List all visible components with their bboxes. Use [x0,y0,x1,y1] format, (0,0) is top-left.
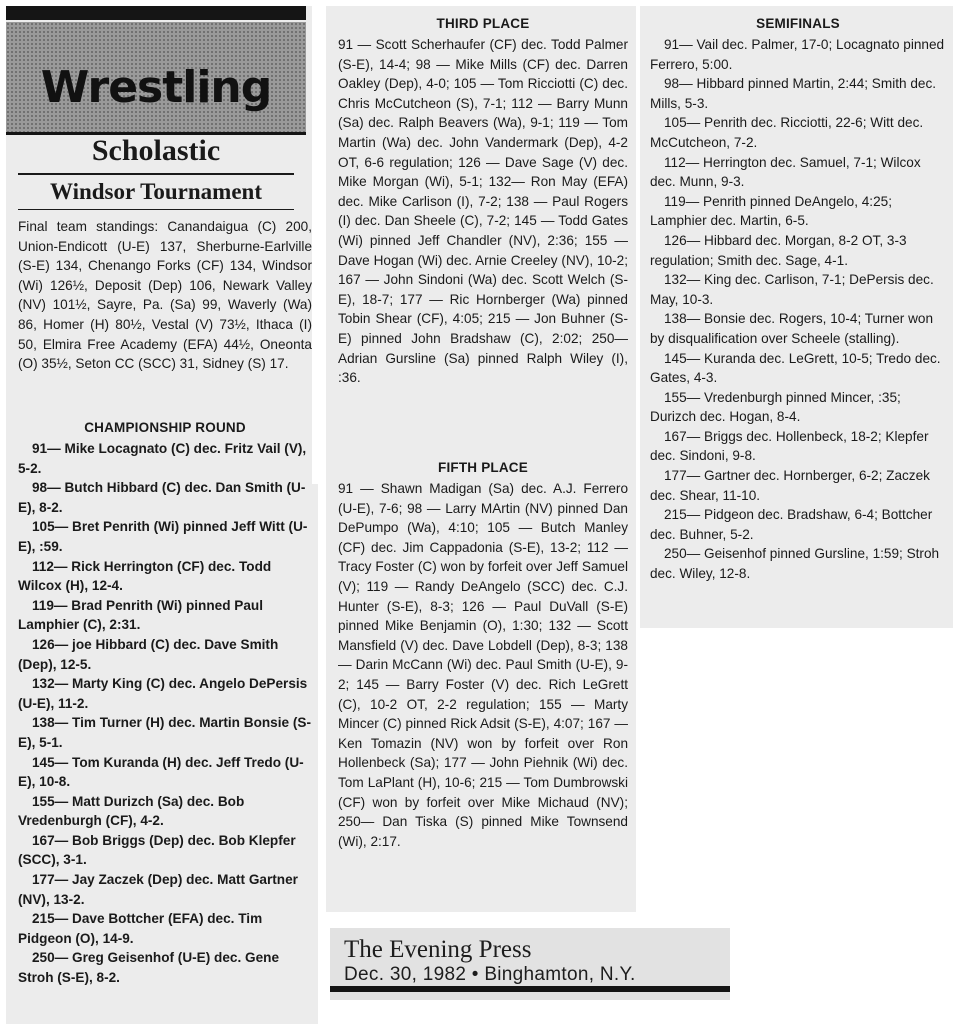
column-right [640,6,953,628]
third-place-text: 91 — Scott Scherhaufer (CF) dec. Todd Palmer (S-E), 14-4; 98 — Mike Mills (CF) dec. Darren Oakley (Dep), 4-0; 105 — Tom Ricciotti (C) dec. Chris McCutcheon (S), 7-1; 112 — Barry Munn (Sa) dec. Ralph Beavers (Wa), 9-1; 119 — Tom Martin (Wa) dec. John Vandermark (Dep), 4-2 OT, 6-6 regulation; 126 — Dave Sage (V) dec. Mike Morgan (Wi), 5-1; 132— Ron May (EFA) dec. Mike Carlison (I), 7-2; 138 — Paul Rogers (I) dec. Dan Sheele (C), 7-2; 145 — Todd Gates (Wi) pinned Jeff Chandler (NV), 2:36; 155 — Dave Hogan (Wi) dec. Arnie Creeley (NV), 10-2; 167 — John Sindoni (Wa) dec. Scott Welch (S-E), 18-7; 177 — Ric Hornberger (Wa) pinned Tobin Shear (CF), 4:05; 215 — Jon Buhner (S-E) pinned John Bradshaw (C), 2:02; 250— Adrian Gursline (Sa) pinned Ralph Wiley (I), :36. [338,37,628,386]
result-entry: 215— Dave Bottcher (EFA) dec. Tim Pidgeon (O), 14-9. [18,911,263,946]
result-entry: 98— Butch Hibbard (C) dec. Dan Smith (U-E), 8-2. [18,480,306,515]
tournament-title: Windsor Tournament [18,173,294,210]
result-entry: 119— Penrith pinned DeAngelo, 4:25; Lamphier dec. Martin, 6-5. [650,193,892,229]
result-entry: 132— Marty King (C) dec. Angelo DePersis (U-E), 11-2. [18,676,308,711]
result-entry: 126— Hibbard dec. Morgan, 8-2 OT, 3-3 regulation; Smith dec. Sage, 4-1. [650,232,907,268]
championship-heading: CHAMPIONSHIP ROUND [84,420,246,435]
publication-dateline: Dec. 30, 1982 • Binghamton, N.Y. [344,964,636,985]
result-entry: 177— Gartner dec. Hornberger, 6-2; Zaczek dec. Shear, 11-10. [650,468,930,503]
result-entry: 105— Bret Penrith (Wi) pinned Jeff Witt (U-E), :59. [18,519,308,554]
result-entry: 167— Bob Briggs (Dep) dec. Bob Klepfer (SCC), 3-1. [18,832,296,868]
result-entry: 126— joe Hibbard (C) dec. Dave Smith (Dep), 12-5. [18,636,279,672]
result-entry: 155— Vredenburgh pinned Mincer, :35; Durizch dec. Hogan, 8-4. [650,389,901,425]
publication-credit [330,928,730,1000]
section-title: Wrestling [40,62,272,113]
result-entry: 138— Tim Turner (H) dec. Martin Bonsie (S-E), 5-1. [18,715,311,750]
championship-list [18,439,312,988]
standings-text: Final team standings: Canandaigua (C) 200, Union-Endicott (U-E) 137, Sherburne-Earlville (S-E) 134, Chenango Forks (CF) 134, Windsor (Wi) 126½, Deposit (Dep) 106, Newark Valley (NV) 101½, Sayre, Pa. (Sa) 99, Waverly (Wa) 86, Homer (H) 80½, Vestal (V) 73½, Ithaca (I) 50, Elmira Free Academy (EFA) 44½, Oneonta (O) 35½, Seton CC (SCC) 31, Sidney (S) 17. [18,219,312,372]
result-entry: 98— Hibbard pinned Martin, 2:44; Smith dec. Mills, 5-3. [650,76,937,111]
semifinals-heading: SEMIFINALS [756,16,840,31]
column-middle-top [326,6,636,452]
result-entry: 91— Mike Locagnato (C) dec. Fritz Vail (V), 5-2. [18,441,307,476]
result-entry: 155— Matt Durizch (Sa) dec. Bob Vredenburgh (CF), 4-2. [18,793,245,829]
semifinals-list [650,35,946,584]
result-entry: 177— Jay Zaczek (Dep) dec. Matt Gartner (NV), 13-2. [18,872,298,907]
team-standings [18,217,312,374]
result-entry: 91— Vail dec. Palmer, 17-0; Locagnato pinned Ferrero, 5:00. [650,37,945,72]
result-entry: 112— Herrington dec. Samuel, 7-1; Wilcox dec. Munn, 9-3. [650,154,921,190]
result-entry: 250— Greg Geisenhof (U-E) dec. Gene Stroh (S-E), 8-2. [18,950,280,986]
masthead-bar [6,6,306,20]
result-entry: 145— Kuranda dec. LeGrett, 10-5; Tredo dec. Gates, 4-3. [650,350,941,386]
subsection-title: Scholastic [91,134,221,167]
result-entry: 112— Rick Herrington (CF) dec. Todd Wilcox (H), 12-4. [18,558,272,594]
fifth-place-heading: FIFTH PLACE [438,460,528,475]
result-entry: 215— Pidgeon dec. Bradshaw, 6-4; Bottcher dec. Buhner, 5-2. [650,507,933,542]
result-entry: 138— Bonsie dec. Rogers, 10-4; Turner won by disqualification over Scheele (stalling). [650,311,934,346]
column-middle-bottom [326,452,636,912]
result-entry: 250— Geisenhof pinned Gursline, 1:59; Stroh dec. Wiley, 12-8. [650,546,940,582]
result-entry: 132— King dec. Carlison, 7-1; DePersis dec. May, 10-3. [650,272,934,307]
championship-round [18,414,312,988]
fifth-place-text: 91 — Shawn Madigan (Sa) dec. A.J. Ferrero (U-E), 7-6; 98 — Larry MArtin (NV) pinned Dan DePumpo (Wa), 4:10; 105 — Butch Manley (CF) dec. Jim Cappadonia (S-E), 13-2; 112 — Tracy Foster (C) won by forfeit over Jeff Samuel (V); 119 — Randy DeAngelo (SCC) dec. C.J. Hunter (S-E), 8-3; 126 — Paul DuVall (S-E) pinned Mike Benjamin (O), 1:30; 132 — Scott Mansfield (V) dec. Dave Lobdell (Dep), 8-3; 138 — Darin McCann (Wi) dec. Paul Smith (U-E), 9-2; 145 — Barry Foster (V) dec. Rich LeGrett (C), 10-2 OT, 2-2 regulation; 155 — Marty Mincer (C) pinned Rick Adsit (S-E), 4:07; 167 — Ken Tomazin (NV) won by forfeit over Ron Hollenbeck (Sa); 177 — John Piehnik (Wi) dec. Tom LaPlant (H), 10-6; 215 — Tom Dumbrowski (CF) won by forfeit over Mike Michaud (NV); 250— Dan Tiska (S) pinned Mike Townsend (Wi), 2:17. [338,481,628,849]
third-place-heading: THIRD PLACE [436,16,530,31]
credit-rule [330,986,730,992]
result-entry: 105— Penrith dec. Ricciotti, 22-6; Witt dec. McCutcheon, 7-2. [650,115,924,150]
result-entry: 145— Tom Kuranda (H) dec. Jeff Tredo (U-E), 10-8. [18,754,304,790]
masthead-box [6,22,306,132]
result-entry: 119— Brad Penrith (Wi) pinned Paul Lamphier (C), 2:31. [18,597,264,633]
publication-name: The Evening Press [344,936,532,963]
result-entry: 167— Briggs dec. Hollenbeck, 18-2; Klepfer dec. Sindoni, 9-8. [650,428,929,464]
